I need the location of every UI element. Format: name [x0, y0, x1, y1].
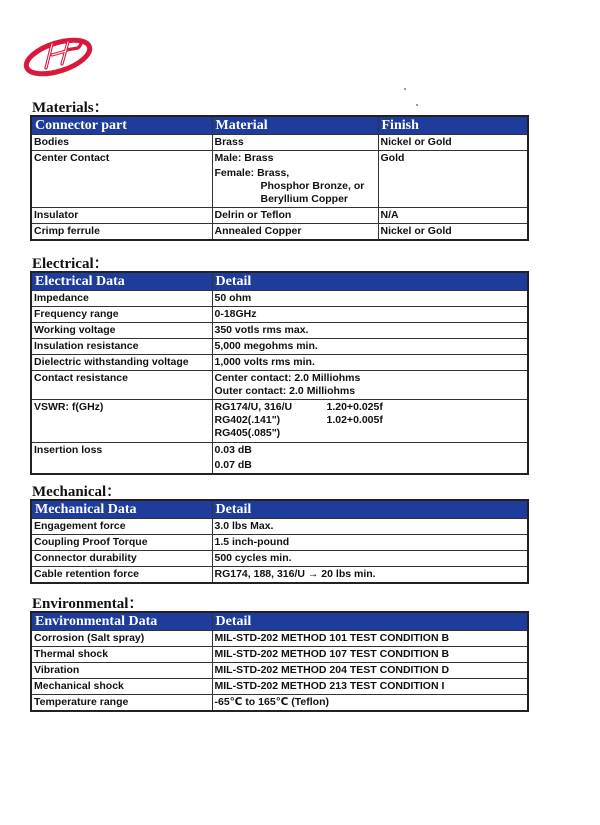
vswr-value: 1.02+0.005f [326, 414, 383, 426]
table-header-row [31, 612, 528, 631]
environmental-table [30, 611, 529, 712]
label-cell: Thermal shock [31, 647, 212, 663]
material-line: Male: Brass [214, 152, 274, 164]
materials-table [30, 115, 529, 241]
material-cell: Delrin or Teflon [212, 208, 378, 224]
finish-cell: Nickel or Gold [378, 224, 528, 241]
material-line: Phosphor Bronze, or [260, 180, 365, 192]
vswr-cable: RG402(.141") [214, 414, 281, 426]
label-cell: Connector durability [31, 551, 212, 567]
vswr-line [215, 427, 526, 440]
finish-cell: Nickel or Gold [378, 135, 528, 151]
table-row [31, 551, 528, 567]
table-header-row [31, 116, 528, 135]
table-row [31, 535, 528, 551]
part-cell: Insulator [31, 208, 212, 224]
table-row [31, 663, 528, 679]
detail-line: 0.03 dB [214, 444, 252, 456]
table-row [31, 695, 528, 712]
column-header: Environmental Data [31, 612, 212, 631]
electrical-table [30, 271, 529, 475]
table-row [31, 519, 528, 535]
detail-cell [212, 443, 528, 475]
vswr-cable: RG174/U, 316/U [214, 401, 293, 413]
table-row [31, 647, 528, 663]
label-cell: Insertion loss [31, 443, 212, 475]
column-header: Electrical Data [31, 272, 212, 291]
table-row [31, 679, 528, 695]
vswr-line [215, 401, 526, 414]
table-row [31, 224, 528, 241]
label-cell: Working voltage [31, 323, 212, 339]
table-header-row [31, 500, 528, 519]
material-cell [212, 151, 378, 208]
vswr-line [215, 414, 526, 427]
detail-cell: MIL-STD-202 METHOD 213 TEST CONDITION I [212, 679, 528, 695]
label-cell: Frequency range [31, 307, 212, 323]
hp-logo-mark-icon [22, 34, 94, 80]
part-cell: Bodies [31, 135, 212, 151]
column-header: Detail [212, 272, 528, 291]
electrical-section-title: Electrical： [32, 256, 109, 272]
label-cell: Vibration [31, 663, 212, 679]
detail-cell: MIL-STD-202 METHOD 101 TEST CONDITION B [212, 631, 528, 647]
detail-line: Outer contact: 2.0 Milliohms [214, 385, 356, 397]
table-row [31, 371, 528, 400]
material-line: Beryllium Copper [260, 193, 349, 205]
part-cell: Crimp ferrule [31, 224, 212, 241]
table-row [31, 339, 528, 355]
detail-line: Center contact: 2.0 Milliohms [214, 372, 361, 384]
column-header: Detail [212, 500, 528, 519]
materials-section-title: Materials： [32, 100, 109, 116]
detail-cell: 50 ohm [212, 291, 528, 307]
material-line: Female: Brass, [214, 167, 290, 179]
column-header: Finish [378, 116, 528, 135]
detail-cell: 3.0 lbs Max. [212, 519, 528, 535]
detail-cell: MIL-STD-202 METHOD 107 TEST CONDITION B [212, 647, 528, 663]
detail-cell [212, 400, 528, 443]
detail-cell: MIL-STD-202 METHOD 204 TEST CONDITION D [212, 663, 528, 679]
column-header: Connector part [31, 116, 212, 135]
mechanical-table [30, 499, 529, 584]
material-cell: Brass [212, 135, 378, 151]
part-cell: Center Contact [31, 151, 212, 208]
label-cell: Insulation resistance [31, 339, 212, 355]
label-cell: Cable retention force [31, 567, 212, 584]
column-header: Mechanical Data [31, 500, 212, 519]
finish-cell: Gold [378, 151, 528, 208]
table-row [31, 307, 528, 323]
detail-cell: 0-18GHz [212, 307, 528, 323]
table-row [31, 400, 528, 443]
detail-cell [212, 371, 528, 400]
detail-cell: 1,000 volts rms min. [212, 355, 528, 371]
label-cell: Dielectric withstanding voltage [31, 355, 212, 371]
material-cell: Annealed Copper [212, 224, 378, 241]
table-row [31, 567, 528, 584]
label-cell: VSWR: f(GHz) [31, 400, 212, 443]
detail-cell: -65℃ to 165℃ (Teflon) [212, 695, 528, 712]
table-row [31, 151, 528, 208]
table-row [31, 443, 528, 475]
mechanical-section-title: Mechanical： [32, 484, 122, 500]
table-row [31, 291, 528, 307]
label-cell: Impedance [31, 291, 212, 307]
label-cell: Temperature range [31, 695, 212, 712]
scan-speck [404, 88, 406, 90]
finish-cell: N/A [378, 208, 528, 224]
detail-cell: 500 cycles min. [212, 551, 528, 567]
detail-cell: 5,000 megohms min. [212, 339, 528, 355]
detail-cell: RG174, 188, 316/U → 20 lbs min. [212, 567, 528, 584]
table-row [31, 631, 528, 647]
label-cell: Mechanical shock [31, 679, 212, 695]
column-header: Material [212, 116, 378, 135]
detail-cell: 350 votls rms max. [212, 323, 528, 339]
table-row [31, 323, 528, 339]
table-row [31, 355, 528, 371]
label-cell: Engagement force [31, 519, 212, 535]
label-cell: Contact resistance [31, 371, 212, 400]
column-header: Detail [212, 612, 528, 631]
table-header-row [31, 272, 528, 291]
vswr-value: 1.20+0.025f [326, 401, 383, 413]
label-cell: Corrosion (Salt spray) [31, 631, 212, 647]
detail-cell: 1.5 inch-pound [212, 535, 528, 551]
scan-speck [416, 104, 418, 106]
detail-line: 0.07 dB [214, 459, 252, 471]
table-row [31, 135, 528, 151]
environmental-section-title: Environmental： [32, 596, 144, 612]
table-row [31, 208, 528, 224]
vswr-cable: RG405(.085") [214, 427, 281, 439]
label-cell: Coupling Proof Torque [31, 535, 212, 551]
